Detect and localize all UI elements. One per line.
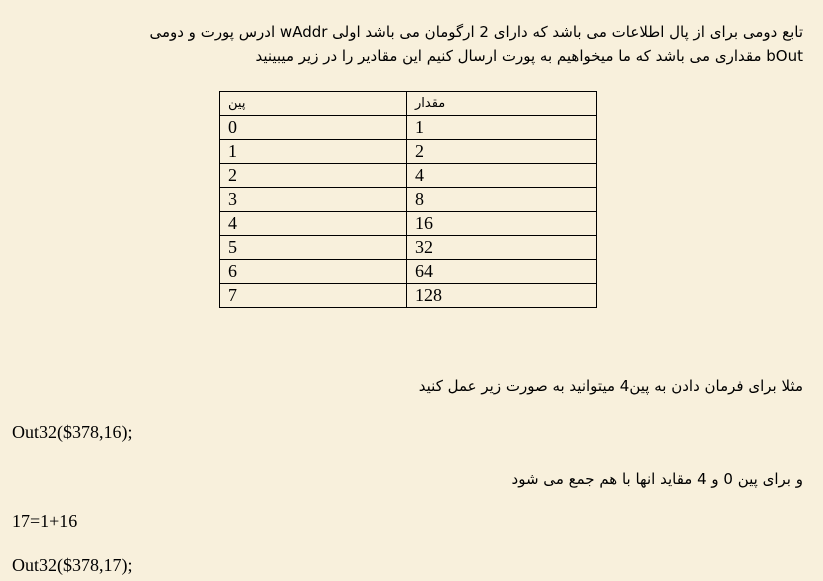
pin-cell: 7: [220, 284, 407, 308]
code-line-out32-17: Out32($378,17);: [12, 555, 133, 575]
pin-cell: 1: [220, 140, 407, 164]
combined-pins-paragraph: و برای پین 0 و 4 مقاید انها با هم جمع می شود: [511, 470, 803, 488]
code-line-out32-16: Out32($378,16);: [12, 422, 133, 442]
header-pin: پین: [220, 92, 407, 116]
table-row: [220, 284, 597, 308]
value-cell: 64: [407, 260, 597, 284]
table-row: [220, 164, 597, 188]
table-header-row: [220, 92, 597, 116]
table-row: [220, 188, 597, 212]
value-cell: 4: [407, 164, 597, 188]
pin-value-table: [219, 91, 597, 308]
intro-line-1: تابع دومی برای از پال اطلاعات می باشد که دارای 2 ارگومان می باشد اولی wAddr ادرس پورت و دومی: [149, 23, 803, 41]
value-cell: 1: [407, 116, 597, 140]
table-row: [220, 212, 597, 236]
value-cell: 2: [407, 140, 597, 164]
pin-cell: 0: [220, 116, 407, 140]
value-cell: 128: [407, 284, 597, 308]
table-row: [220, 140, 597, 164]
value-cell: 8: [407, 188, 597, 212]
table-row: [220, 236, 597, 260]
pin-cell: 6: [220, 260, 407, 284]
pin-cell: 3: [220, 188, 407, 212]
value-cell: 16: [407, 212, 597, 236]
sum-expression: 17=1+16: [12, 511, 78, 531]
pin-cell: 4: [220, 212, 407, 236]
table-row: [220, 116, 597, 140]
intro-paragraph: [23, 20, 803, 68]
table-row: [220, 260, 597, 284]
header-value: مقدار: [407, 92, 597, 116]
pin-cell: 5: [220, 236, 407, 260]
pin-cell: 2: [220, 164, 407, 188]
intro-line-2: bOut مقداری می باشد که ما میخواهیم به پورت ارسال کنیم این مقادیر را در زیر میبینید: [255, 47, 803, 65]
value-cell: 32: [407, 236, 597, 260]
example-paragraph: مثلا برای فرمان دادن به پین4 میتوانید به صورت زیر عمل کنید: [418, 377, 803, 395]
